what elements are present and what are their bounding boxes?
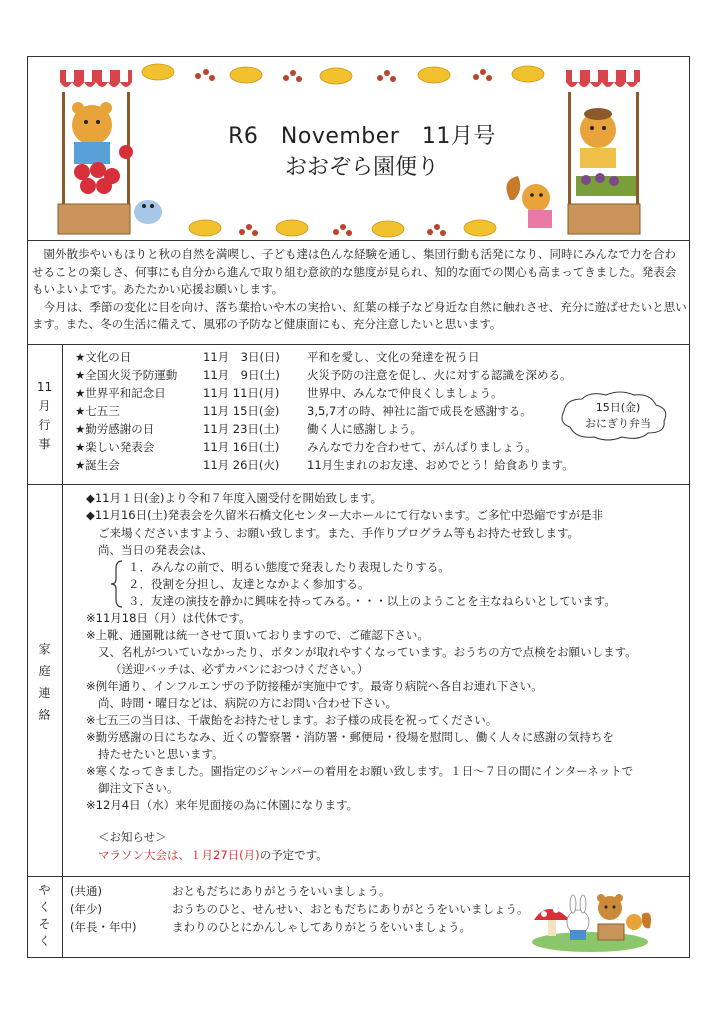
lunch-note-date: 15日(金): [595, 401, 641, 414]
event-description: 働く人に感謝しよう。: [307, 422, 422, 436]
intro-text: [32, 246, 687, 334]
event-name: ★七五三: [75, 404, 120, 418]
event-name: ★楽しい発表会: [75, 440, 155, 454]
promise-group: (年長・年中): [70, 920, 137, 934]
event-date: 11月 9日(土): [203, 368, 280, 382]
notice-line: ※11月18日（月）は代休です。: [86, 611, 251, 625]
notice-line: １．みんなの前で、明るい態度で発表したり表現したりする。: [128, 560, 450, 574]
notice-line: 持たせたいと思います。: [98, 747, 224, 761]
promise-group: (年少): [70, 902, 102, 916]
newsletter-name: おおぞら園便り: [284, 155, 439, 180]
promise-text: まわりのひとにかんしゃしてありがとうをいいましょう。: [172, 920, 471, 934]
marathon-date: マラソン大会は、１月27日(月): [98, 848, 260, 862]
intro-paragraph-2: 今月は、季節の変化に目を向け、落ち葉拾いや木の実拾い、紅葉の様子など身近な自然に触れさせ、充分に遊ばせたいと思います。また、冬の生活に備えて、風邪の予防など健康面にも、充分注意したいと思います。: [32, 299, 687, 331]
animals-mushroom-illustration: [530, 884, 654, 954]
notice-line: ２．役割を分担し、友達となかよく参加する。: [128, 577, 370, 591]
notice-line: ３．友達の演技を静かに興味を持ってみる。・・・以上のようことを主なねらいとしています。: [128, 594, 616, 608]
notice-line: ※上靴、通園靴は統一させて頂いておりますので、ご確認下さい。: [86, 628, 429, 642]
notice-line: ※例年通り、インフルエンザの予防接種が実施中です。最寄り病院へ各自お連れ下さい。: [86, 679, 543, 693]
divider-header: [27, 240, 690, 241]
notice-line: ※12月4日（水）来年児面接の為に休園になります。: [86, 798, 359, 812]
event-name: ★文化の日: [75, 350, 132, 364]
event-description: 世界中、みんなで仲良くしましょう。: [307, 386, 503, 400]
home-section-label: 家 庭 連 絡: [38, 642, 51, 722]
notice-line: ご来場くださいますよう、お願い致します。また、手作りプログラム等もお持たせ致します。: [98, 526, 580, 540]
notice-line: （送迎バッチは、必ずカバンにおつけください。）: [110, 662, 369, 676]
event-name: ★世界平和記念日: [75, 386, 166, 400]
event-date: 11月 11日(月): [203, 386, 280, 400]
notice-line: 又、名札がついていなかったり、ボタンが取れやすくなっています。おうちの方で点検をお願いします。: [98, 645, 637, 659]
event-description: 3,5,7才の時、神社に詣で成長を感謝する。: [307, 404, 532, 418]
notice-line: 御注文下さい。: [98, 781, 179, 795]
divider-home: [27, 484, 690, 485]
promise-text: おともだちにありがとうをいいましょう。: [172, 884, 391, 898]
event-date: 11月 15日(金): [203, 404, 280, 418]
event-date: 11月 23日(土): [203, 422, 280, 436]
event-name: ★全国火災予防運動: [75, 368, 178, 382]
promises-section-label: や く そ く: [38, 883, 51, 948]
announcement-heading: ＜お知らせ＞: [98, 830, 167, 844]
label-column-divider-bottom: [62, 876, 63, 958]
promise-group: (共通): [70, 884, 102, 898]
events-section-label: 11 月 行 事: [36, 380, 53, 451]
divider-events: [27, 344, 690, 345]
event-description: みんなで力を合わせて、がんばりましょう。: [307, 440, 537, 454]
label-column-divider: [62, 344, 63, 876]
lunch-note-bubble: [556, 391, 680, 441]
lunch-note-text: おにぎり弁当: [585, 417, 651, 430]
event-name: ★勤労感謝の日: [75, 422, 155, 436]
event-name: ★誕生会: [75, 458, 120, 472]
notice-line: ※勤労感謝の日にちなみ、近くの警察署・消防署・郵便局・役場を慰問し、働く人々に感謝の気持ちを: [86, 730, 614, 744]
promise-text: おうちのひと、せんせい、おともだちにありがとうをいいましょう。: [172, 902, 529, 916]
marathon-note: の予定です。: [259, 848, 328, 862]
notice-line: ◆11月16日(土)発表会を久留米石橋文化センター大ホールにて行ないます。ご多忙中恐縮ですが是非: [86, 508, 603, 522]
event-description: 平和を愛し、文化の発達を祝う日: [307, 350, 480, 364]
event-date: 11月 26日(火): [203, 458, 280, 472]
marathon-notice: [98, 848, 328, 863]
event-description: 火災予防の注意を促し、火に対する認識を深める。: [307, 368, 572, 382]
newsletter-issue-title: R6 November 11月号: [228, 124, 496, 149]
notice-line: 尚、当日の発表会は、: [98, 543, 213, 557]
notice-line: ※七五三の当日は、千歳飴をお持たせします。お子様の成長を祝ってください。: [86, 713, 498, 727]
divider-promises: [27, 876, 690, 877]
event-date: 11月 16日(土): [203, 440, 280, 454]
event-description: 11月生まれのお友達、おめでとう！給食あります。: [307, 458, 574, 472]
notice-line: 尚、時間・曜日などは、病院の方にお問い合わせ下さい。: [98, 696, 397, 710]
brace-icon: [110, 559, 124, 609]
notice-line: ※寒くなってきました。園指定のジャンパーの着用をお願い致します。１日～７日の間にインターネットで: [86, 764, 634, 778]
notice-line: ◆11月１日(金)より令和７年度入園受付を開始致します。: [86, 491, 383, 505]
intro-paragraph-1: 園外散歩やいもほりと秋の自然を満喫し、子ども達は色んな経験を通し、集団行動も活発になり、同時にみんなで力を合わせることの楽しさ、何事にも自分から進んで取り組む意欲的な態度が見られ、知的な面での関心も高まってきました。発表会もいよいよです。あたたかい応援お願いします。: [32, 247, 677, 296]
event-date: 11月 3日(日): [203, 350, 280, 364]
